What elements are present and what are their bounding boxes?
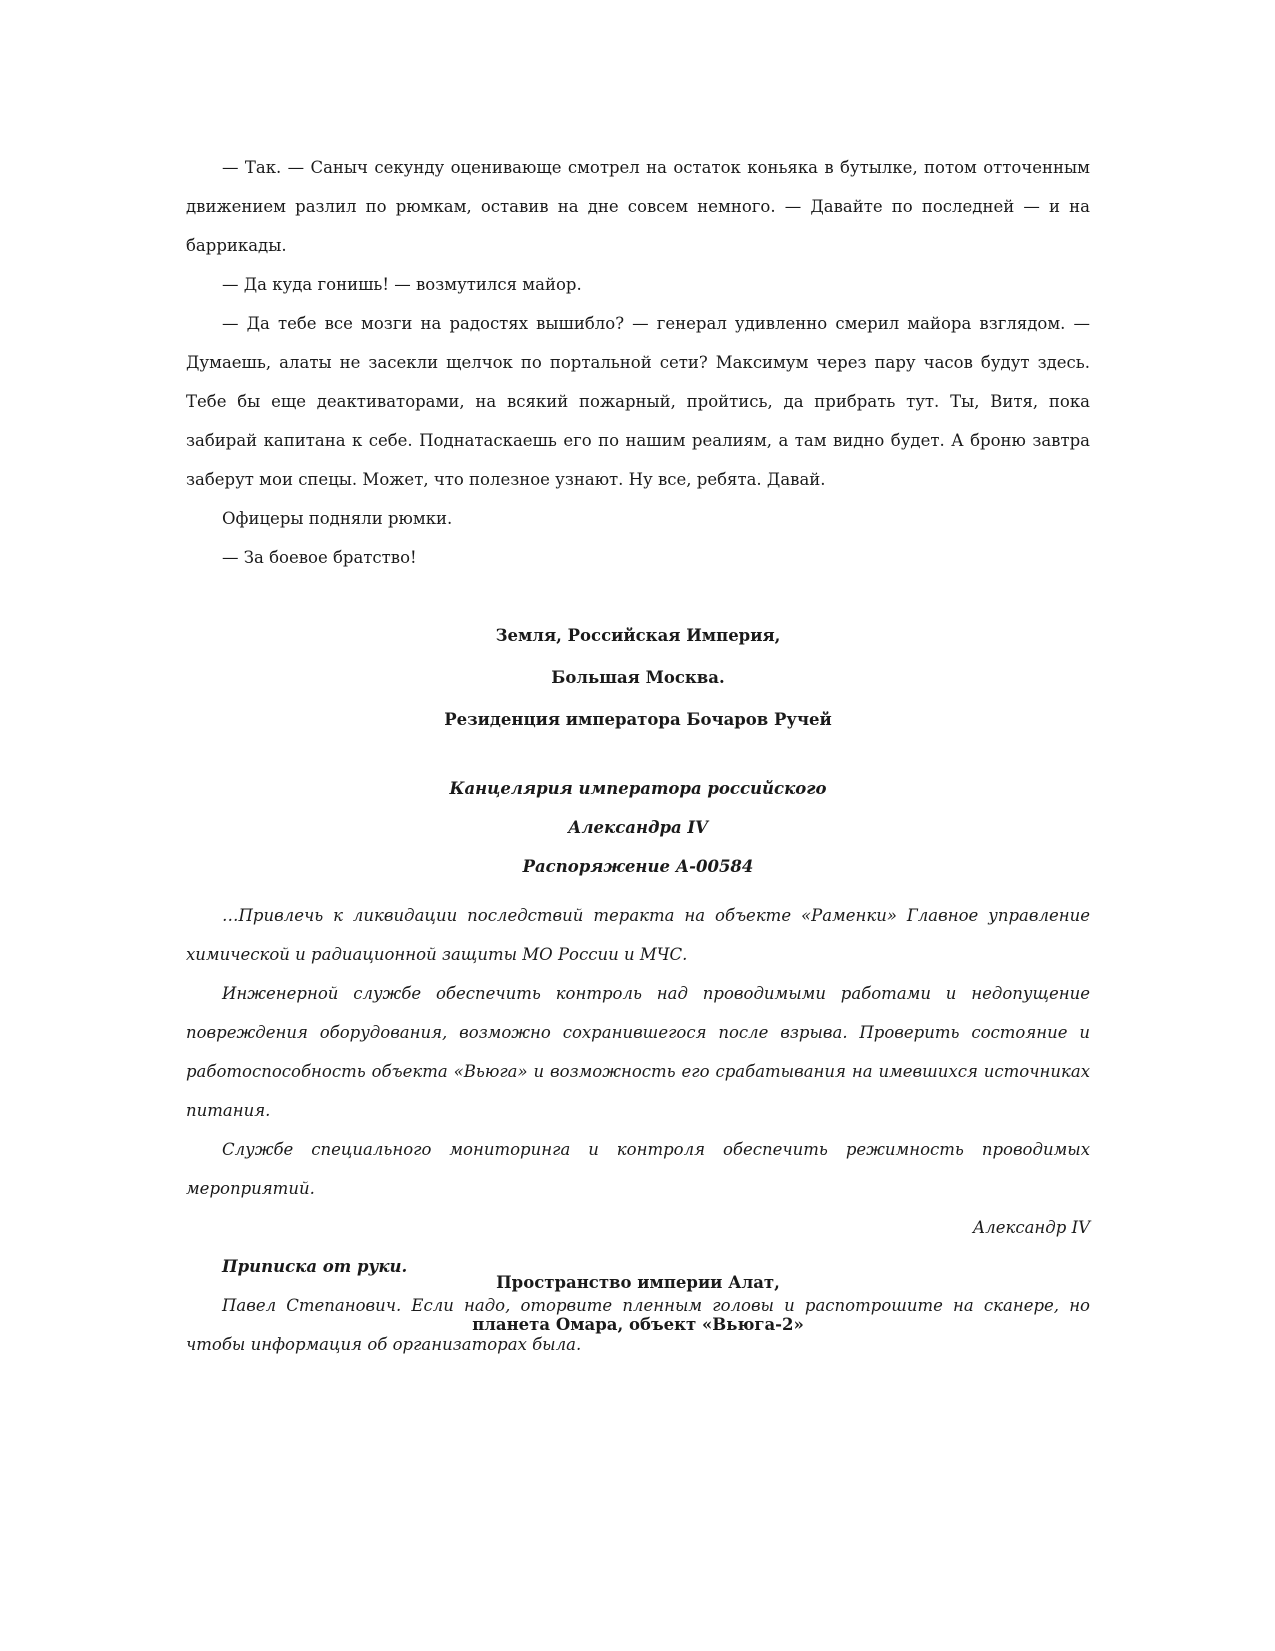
location-line: Земля, Российская Империя, — [495, 626, 781, 645]
decree-header: Александра IV — [568, 818, 708, 837]
location-heading-alat — [186, 1262, 1090, 1346]
location-line: Резиденция императора Бочаров Ручей — [444, 710, 832, 729]
postscript-text: Павел Степанович. Если надо, оторвите пленным головы и распотрошите на сканере, но чтобы информация об организаторах была. — [186, 1296, 1090, 1354]
location-line: Большая Москва. — [551, 668, 725, 687]
location-heading-earth — [186, 615, 1090, 741]
location-line: Пространство империи Алат, — [496, 1273, 780, 1292]
decree-paragraph: …Привлечь к ликвидации последствий теракта на объекте «Раменки» Главное управление химической и радиационной защиты МО России и МЧС. — [186, 906, 1090, 964]
postscript-title: Приписка от руки. — [222, 1257, 408, 1276]
decree-paragraph: Инженерной службе обеспечить контроль над проводимыми работами и недопущение повреждения оборудования, возможно сохранившегося после взрыва. Проверить состояние и работоспособность объекта «Вьюга» и возможность его срабатывания на имевшихся источниках питания. — [186, 984, 1090, 1120]
paragraph: Офицеры подняли рюмки. — [222, 509, 453, 528]
dialogue-section — [186, 148, 1090, 577]
decree-paragraph: Службе специального мониторинга и контроля обеспечить режимность проводимых мероприятий. — [186, 1140, 1090, 1198]
paragraph: — Да тебе все мозги на радостях вышибло? — генерал удивленно смерил майора взглядом. — Думаешь, алаты не засекли щелчок по портальной сети? Максимум через пару часов будут здесь. Тебе бы еще деактиваторами, на всякий пожарный, пройтись, да прибрать тут. Ты, Витя, пока забирай капитана к себе. Поднатаскаешь его по нашим реалиям, а там видно будет. А броню завтра заберут мои спецы. Может, что полезное узнают. Ну все, ребята. Давай. — [186, 314, 1090, 489]
paragraph: — Да куда гонишь! — возмутился майор. — [222, 275, 582, 294]
paragraph: — Так. — Саныч секунду оценивающе смотрел на остаток коньяка в бутылке, потом отточенным движением разлил по рюмкам, оставив на дне совсем немного. — Давайте по последней — и на баррикады. — [186, 158, 1090, 255]
decree-header: Канцелярия императора российского — [449, 779, 827, 798]
location-line: планета Омара, объект «Вьюга-2» — [472, 1315, 804, 1334]
signature: Александр IV — [972, 1218, 1090, 1237]
paragraph: — За боевое братство! — [222, 548, 417, 567]
decree-number: Распоряжение А-00584 — [522, 857, 754, 876]
